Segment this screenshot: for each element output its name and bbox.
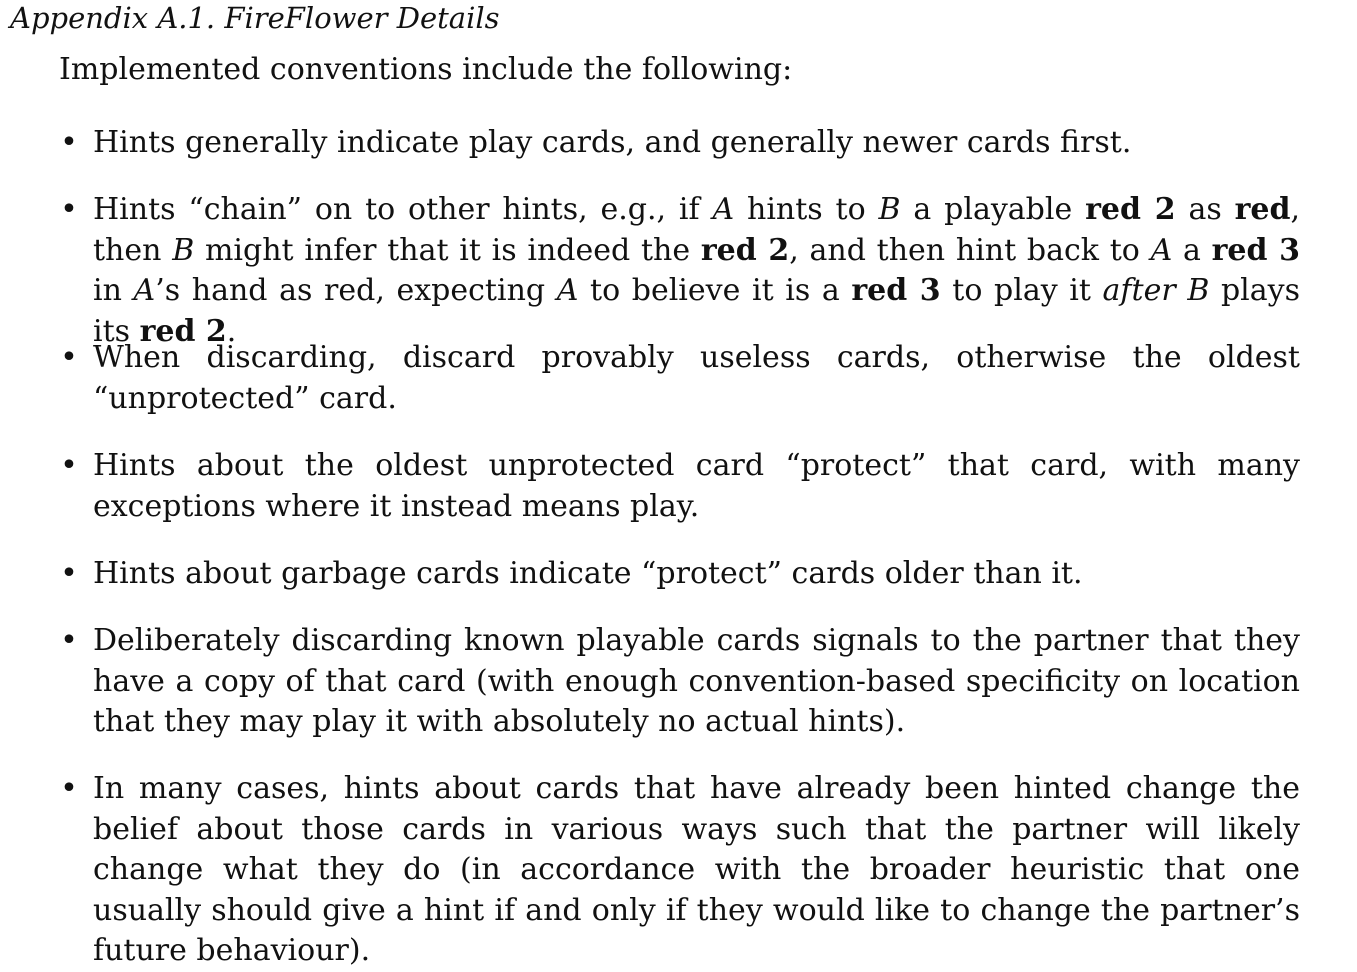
list-item: [59, 621, 1300, 743]
list-item: [59, 446, 1300, 527]
list-item: [59, 338, 1300, 419]
list-item-text: Hints generally indicate play cards, and generally newer cards first.: [93, 125, 1132, 160]
bullet-icon: •: [60, 192, 78, 227]
intro-text: Implemented conventions include the following:: [59, 52, 793, 87]
list-item: [59, 123, 1300, 164]
bullet-icon: •: [60, 340, 78, 375]
list-item-text: Hints about the oldest unprotected card “protect” that card, with many exceptions where it instead means play.: [93, 448, 1300, 524]
list-item-text: In many cases, hints about cards that have already been hinted change the belief about those cards in various ways such that the partner will likely change what they do (in accordance with the broader heuristic that one usually should give a hint if and only if they would like to change the partner’s future behaviour).: [93, 771, 1300, 968]
appendix-heading: Appendix A.1. FireFlower Details: [10, 1, 500, 35]
list-item-text: Hints “chain” on to other hints, e.g., if A hints to B a playable red 2 as red, then B might infer that it is indeed the red 2, and then hint back to A a red 3 in A’s hand as red, expecting A to believe it is a red 3 to play it after B plays its red 2.: [93, 192, 1301, 349]
bullet-icon: •: [60, 448, 78, 483]
list-item: [59, 190, 1300, 352]
list-item-text: Deliberately discarding known playable cards signals to the partner that they have a copy of that card (with enough convention-based specificity on location that they may play it with absolutely no actual hints).: [93, 623, 1300, 739]
list-item: [59, 554, 1300, 595]
bullet-icon: •: [60, 771, 78, 806]
bullet-icon: •: [60, 623, 78, 658]
list-item-text: Hints about garbage cards indicate “protect” cards older than it.: [93, 556, 1083, 591]
list-item: [59, 769, 1300, 972]
bullet-icon: •: [60, 125, 78, 160]
bullet-icon: •: [60, 556, 78, 591]
list-item-text: When discarding, discard provably useless cards, otherwise the oldest “unprotected” card.: [93, 340, 1300, 416]
